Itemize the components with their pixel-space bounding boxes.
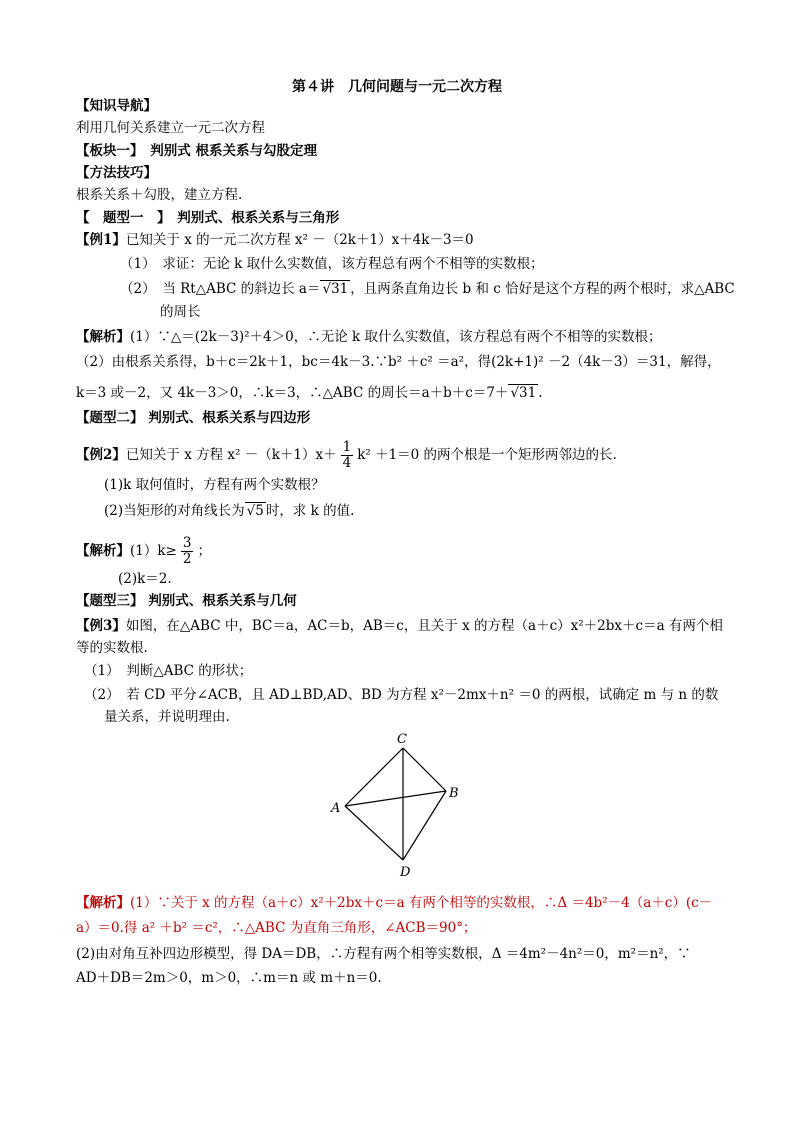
edge-ca bbox=[345, 748, 403, 806]
example3-q2: （2） 若 CD 平分∠ACB，且 AD⊥BD,AD、BD 为方程 x²－2mx＋n² ＝0 的两根，试确定 m 与 n 的数 bbox=[84, 687, 719, 703]
edge-bd bbox=[403, 791, 446, 860]
nav-text: 利用几何关系建立一元二次方程 bbox=[76, 120, 265, 136]
diagonal-ab bbox=[345, 791, 446, 806]
method-text: 根系关系＋勾股，建立方程. bbox=[76, 187, 243, 203]
example1-q1: （1） 求证：无论 k 取什么实数值，该方程总有两个不相等的实数根； bbox=[120, 256, 544, 272]
example2-q1: (1)k 取何值时，方程有两个实数根？ bbox=[104, 477, 325, 493]
example3-label: 【例3】 bbox=[76, 618, 126, 634]
example1-q2-cont: 的周长 bbox=[160, 304, 201, 320]
block-heading: 【板块一】 判别式 根系关系与勾股定理 bbox=[76, 143, 317, 159]
example3-solution2: (2)由对角互补四边形模型，得 DA＝DB，∴方程有两个相等实数根，Δ ＝4m²－4n²＝0，m²＝n²，∵ bbox=[76, 946, 691, 962]
example3-solution2-cont: AD＋DB＝2m＞0，m＞0，∴m＝n 或 m＋n＝0. bbox=[76, 970, 382, 986]
vertex-label-d: D bbox=[400, 865, 411, 880]
example2-solution2: (2)k＝2. bbox=[118, 571, 172, 587]
vertex-label-c: C bbox=[397, 732, 407, 747]
example1-label: 【例1】 bbox=[76, 232, 126, 248]
vertex-label-a: A bbox=[331, 801, 341, 816]
example1-stem: 【例1】已知关于 x 的一元二次方程 x² －（2k＋1）x＋4k－3＝0 bbox=[76, 232, 474, 248]
example3-stem1: 【例3】如图，在△ABC 中，BC＝a，AC＝b，AB＝c，且关于 x 的方程（a＋c）x²＋2bx＋c＝a 有两个相 bbox=[76, 618, 723, 634]
sqrt31: √31 bbox=[322, 281, 349, 297]
page-title: 第４讲 几何问题与一元二次方程 bbox=[292, 79, 502, 95]
fraction: $\frac{3}{2}$ bbox=[182, 535, 192, 567]
type2-heading: 【题型二】 判别式、根系关系与四边形 bbox=[76, 410, 311, 426]
example3-q1: （1） 判断△ABC 的形状； bbox=[84, 663, 253, 679]
solution-label: 【解析】 bbox=[76, 329, 130, 345]
example2-solution1: 【解析】(1）k≥ $\frac{3}{2}$ ； bbox=[76, 535, 211, 567]
edge-ad bbox=[345, 806, 403, 860]
edge-cb bbox=[403, 748, 446, 791]
example2-label: 【例2】 bbox=[76, 447, 126, 463]
example2-stem: 【例2】已知关于 x 方程 x² －（k＋1）x＋ $\frac{1}{4}$ k² ＋1＝0 的两个根是一个矩形两邻边的长. bbox=[76, 439, 617, 471]
sqrt5: √5 bbox=[246, 503, 264, 519]
nav-heading: 【知识导航】 bbox=[76, 98, 157, 114]
example3-stem2: 等的实数根. bbox=[76, 640, 148, 656]
example1-q2: （2） 当 Rt△ABC 的斜边长 a＝ √31 ，且两条直角边长 b 和 c 恰好是这个方程的两个根时，求△ABC bbox=[120, 281, 735, 297]
vertex-label-b: B bbox=[449, 786, 459, 801]
type3-heading: 【题型三】 判别式、根系关系与几何 bbox=[76, 593, 297, 609]
example1-solution1: 【解析】(1）∵△＝(2k－3)²＋4＞0，∴无论 k 取什么实数值，该方程总有两个不相等的实数根； bbox=[76, 329, 662, 345]
quadrilateral-figure bbox=[320, 730, 480, 880]
sqrt31: √31 bbox=[510, 385, 537, 401]
example1-solution3: k＝3 或－2，又 4k－3＞0，∴k＝3，∴△ABC 的周长＝a＋b＋c＝7＋ √31 . bbox=[76, 385, 543, 401]
example3-q2-cont: 量关系，并说明理由. bbox=[104, 709, 230, 725]
fraction: $\frac{1}{4}$ bbox=[342, 439, 352, 471]
example1-solution2: （2）由根系关系得，b＋c＝2k＋1，bc＝4k－3.∵b² ＋c² ＝a²，得(2k+1)² －2（4k－3）＝31，解得， bbox=[76, 354, 721, 370]
type1-heading: 【 题型一 】 判别式、根系关系与三角形 bbox=[76, 210, 340, 226]
method-heading: 【方法技巧】 bbox=[76, 165, 157, 181]
example2-q2: (2)当矩形的对角线长为 √5 时，求 k 的值. bbox=[104, 503, 355, 519]
example3-solution1: 【解析】(1）∵关于 x 的方程（a＋c）x²＋2bx＋c＝a 有两个相等的实数根，∴Δ ＝4b²－4（a＋c）(c－ bbox=[76, 895, 713, 911]
example3-solution1-cont: a）＝0.得 a² ＋b² ＝c²，∴△ABC 为直角三角形，∠ACB＝90°； bbox=[76, 920, 477, 936]
